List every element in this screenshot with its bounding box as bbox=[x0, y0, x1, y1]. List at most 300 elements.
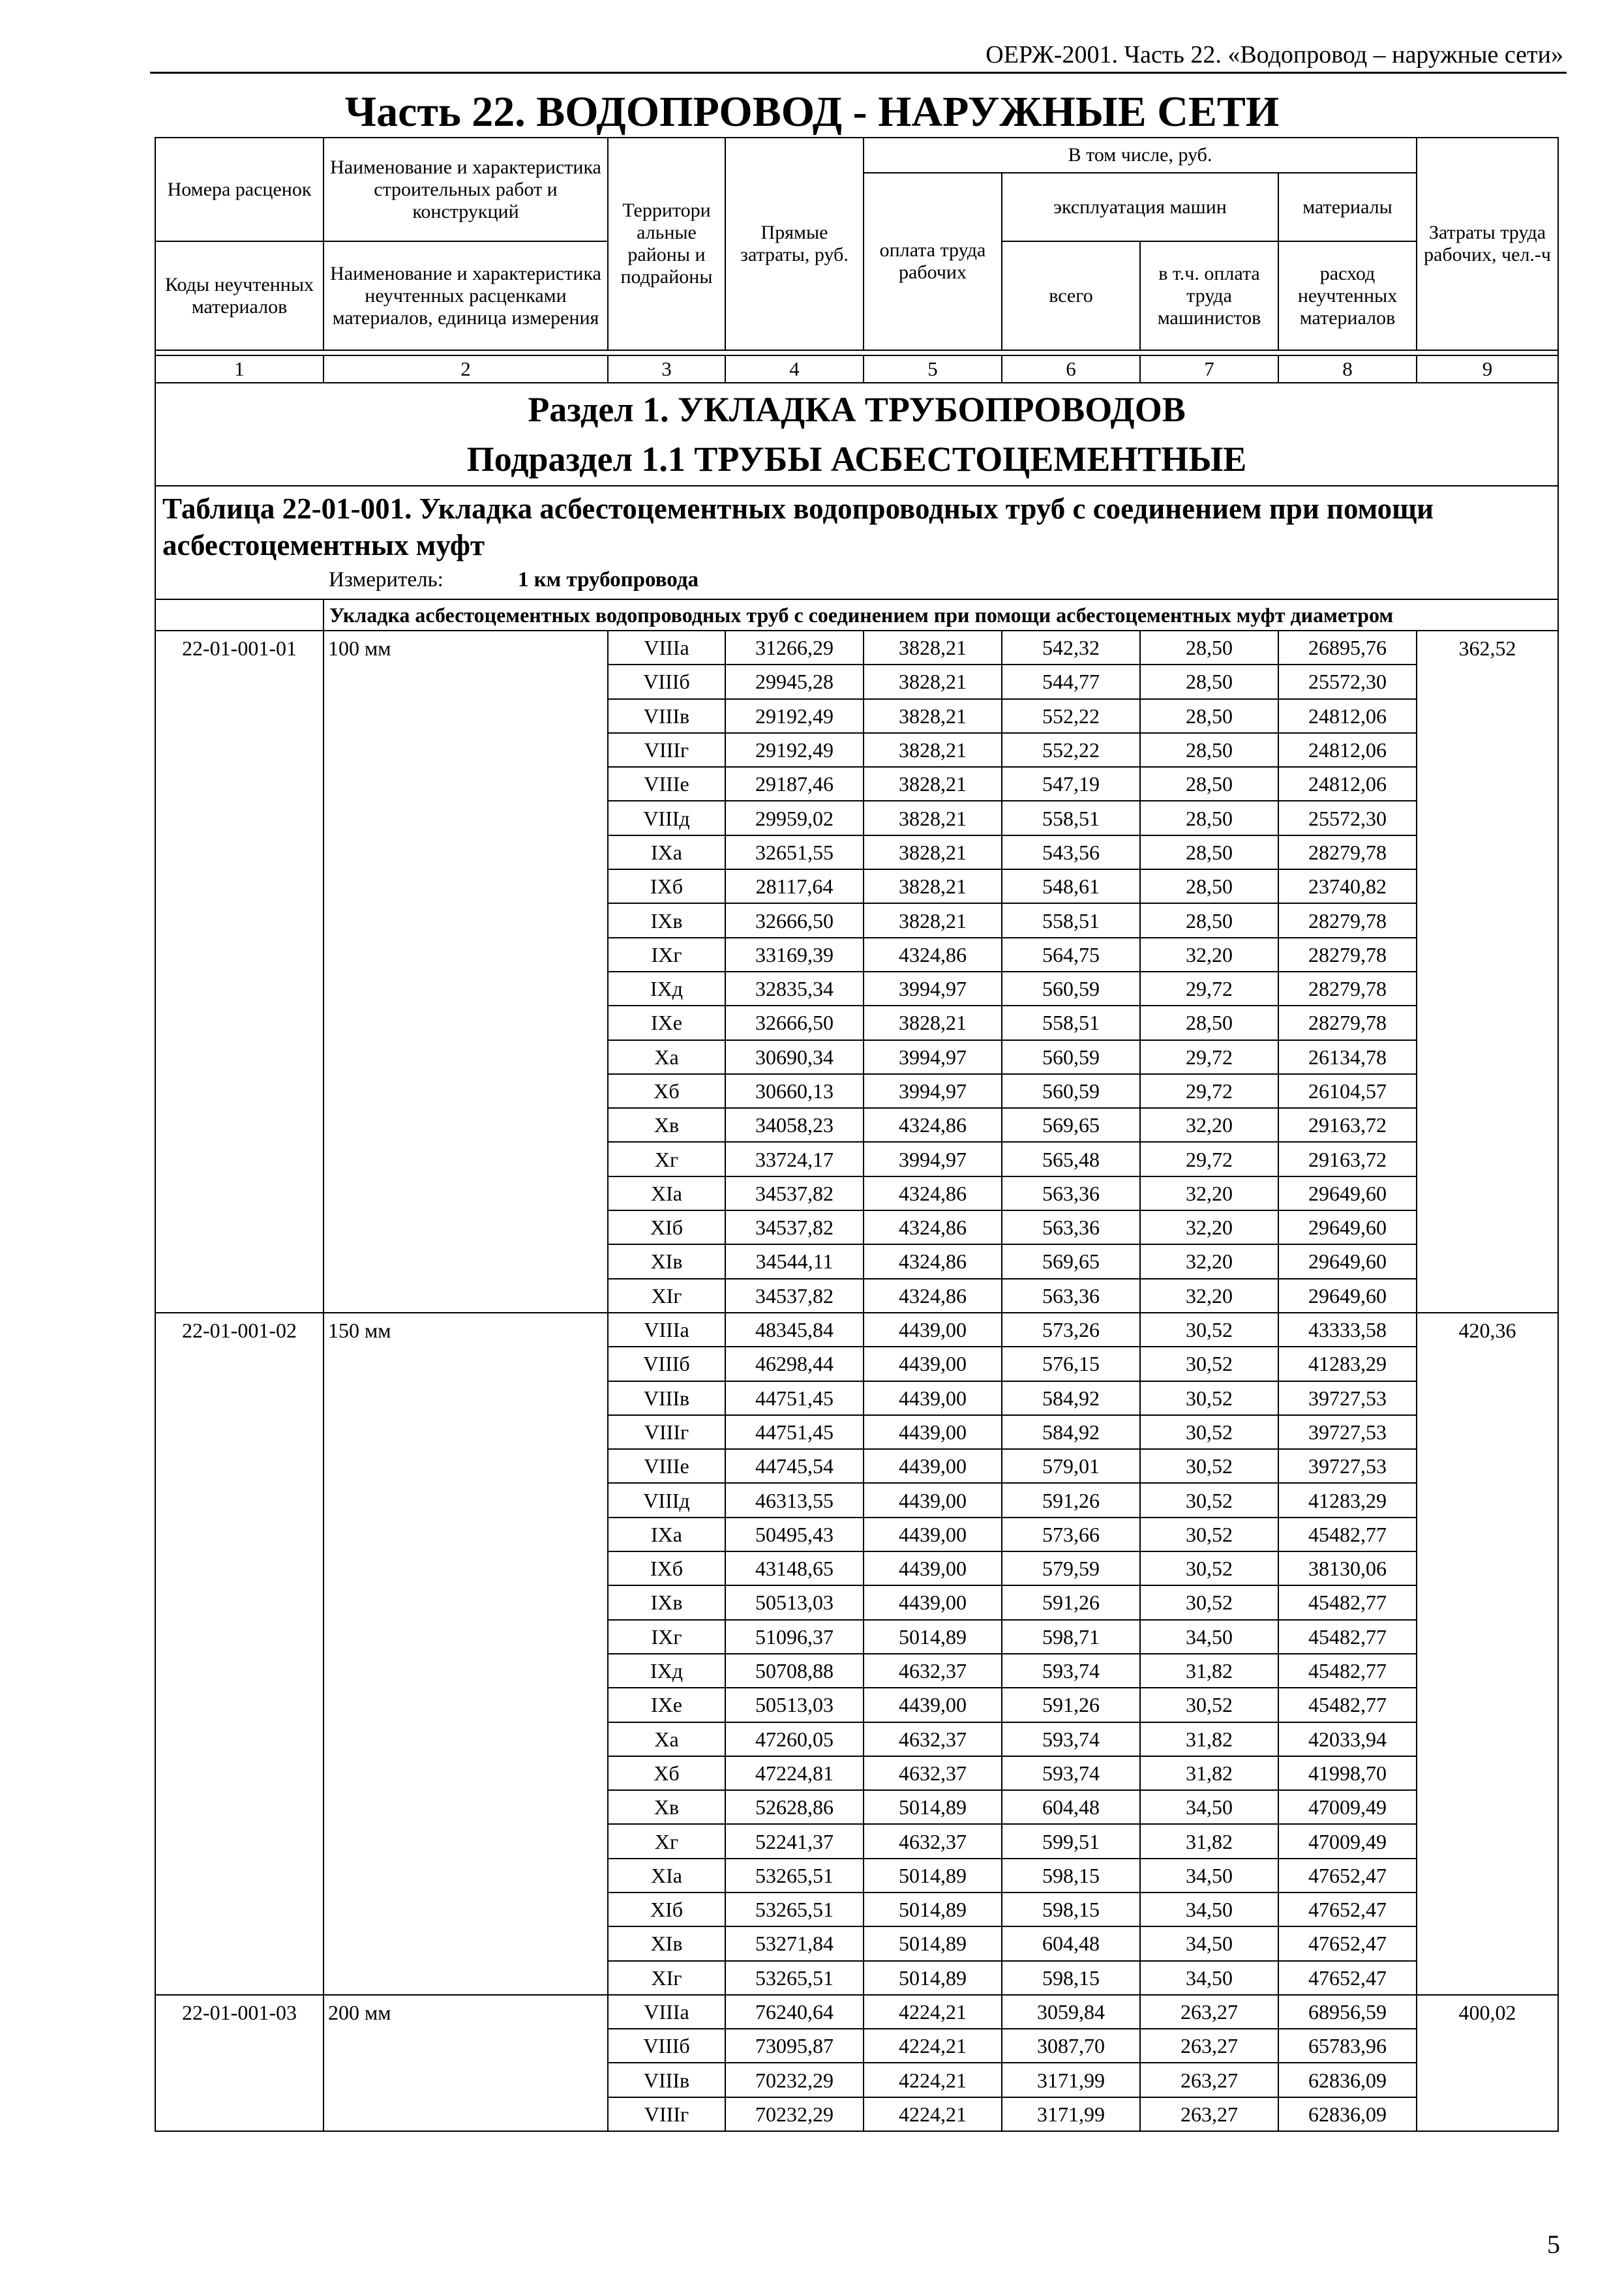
page-number: 5 bbox=[1547, 2230, 1560, 2259]
materials-cell: 45482,77 bbox=[1278, 1620, 1417, 1654]
machines-total-cell: 558,51 bbox=[1002, 801, 1140, 835]
column-number: 5 bbox=[864, 355, 1002, 383]
direct-costs-cell: 32651,55 bbox=[725, 835, 864, 869]
materials-cell: 62836,09 bbox=[1278, 2097, 1417, 2131]
part-title: Часть 22. ВОДОПРОВОД - НАРУЖНЫЕ СЕТИ bbox=[344, 88, 1280, 136]
machinist-wages-cell: 30,52 bbox=[1140, 1415, 1278, 1449]
direct-costs-cell: 30660,13 bbox=[725, 1074, 864, 1108]
table-title-cell bbox=[155, 486, 1558, 599]
materials-cell: 29163,72 bbox=[1278, 1142, 1417, 1176]
machines-total-cell: 576,15 bbox=[1002, 1347, 1140, 1381]
territory-cell: VIIIв bbox=[608, 2063, 725, 2097]
machinist-wages-cell: 28,50 bbox=[1140, 767, 1278, 801]
machinist-wages-cell: 28,50 bbox=[1140, 1006, 1278, 1040]
territory-cell: IXв bbox=[608, 903, 725, 937]
direct-costs-cell: 47260,05 bbox=[725, 1722, 864, 1756]
materials-cell: 47652,47 bbox=[1278, 1961, 1417, 1995]
machinist-wages-cell: 31,82 bbox=[1140, 1722, 1278, 1756]
wages-cell: 4324,86 bbox=[864, 1108, 1002, 1142]
territory-cell: Xа bbox=[608, 1040, 725, 1074]
direct-costs-cell: 52628,86 bbox=[725, 1790, 864, 1824]
machinist-wages-cell: 28,50 bbox=[1140, 665, 1278, 698]
territory-cell: VIIIе bbox=[608, 1449, 725, 1483]
column-number: 9 bbox=[1417, 355, 1558, 383]
direct-costs-cell: 34544,11 bbox=[725, 1244, 864, 1278]
wages-cell: 5014,89 bbox=[864, 1926, 1002, 1960]
machines-total-cell: 560,59 bbox=[1002, 972, 1140, 1006]
direct-costs-cell: 34058,23 bbox=[725, 1108, 864, 1142]
territory-cell: Xб bbox=[608, 1074, 725, 1108]
wages-cell: 4632,37 bbox=[864, 1756, 1002, 1790]
materials-cell: 26104,57 bbox=[1278, 1074, 1417, 1108]
wages-cell: 4439,00 bbox=[864, 1551, 1002, 1585]
materials-cell: 43333,58 bbox=[1278, 1313, 1417, 1347]
wages-cell: 5014,89 bbox=[864, 1893, 1002, 1926]
header-wages: оплата труда рабочих bbox=[864, 173, 1002, 350]
header-total: всего bbox=[1002, 241, 1140, 350]
machinist-wages-cell: 32,20 bbox=[1140, 1210, 1278, 1244]
machinist-wages-cell: 32,20 bbox=[1140, 1279, 1278, 1313]
header-materials: материалы bbox=[1278, 173, 1417, 241]
wages-cell: 5014,89 bbox=[864, 1859, 1002, 1893]
machinist-wages-cell: 34,50 bbox=[1140, 1893, 1278, 1926]
machines-total-cell: 3171,99 bbox=[1002, 2063, 1140, 2097]
column-number: 8 bbox=[1278, 355, 1417, 383]
direct-costs-cell: 46298,44 bbox=[725, 1347, 864, 1381]
territory-cell: Xг bbox=[608, 1824, 725, 1858]
header-material-consumption: расход неучтенных материалов bbox=[1278, 241, 1417, 350]
direct-costs-cell: 34537,82 bbox=[725, 1176, 864, 1210]
table-title: Таблица 22-01-001. Укладка асбестоцементных водопроводных труб с соединением при помощи асбестоцементных муфт bbox=[162, 492, 1434, 561]
territory-cell: VIIIг bbox=[608, 733, 725, 767]
direct-costs-cell: 34537,82 bbox=[725, 1279, 864, 1313]
wages-cell: 3828,21 bbox=[864, 801, 1002, 835]
territory-cell: XIа bbox=[608, 1859, 725, 1893]
machinist-wages-cell: 31,82 bbox=[1140, 1654, 1278, 1688]
machinist-wages-cell: 29,72 bbox=[1140, 972, 1278, 1006]
machines-total-cell: 548,61 bbox=[1002, 869, 1140, 903]
wages-cell: 4439,00 bbox=[864, 1347, 1002, 1381]
direct-costs-cell: 33169,39 bbox=[725, 938, 864, 972]
machines-total-cell: 593,74 bbox=[1002, 1722, 1140, 1756]
materials-cell: 45482,77 bbox=[1278, 1688, 1417, 1722]
machines-total-cell: 542,32 bbox=[1002, 631, 1140, 665]
machines-total-cell: 593,74 bbox=[1002, 1756, 1140, 1790]
machinist-wages-cell: 30,52 bbox=[1140, 1585, 1278, 1619]
machines-total-cell: 563,36 bbox=[1002, 1176, 1140, 1210]
territory-cell: IXб bbox=[608, 869, 725, 903]
machinist-wages-cell: 34,50 bbox=[1140, 1961, 1278, 1995]
work-name: 200 мм bbox=[323, 1995, 608, 2131]
territory-cell: IXа bbox=[608, 1518, 725, 1551]
wages-cell: 4439,00 bbox=[864, 1313, 1002, 1347]
machines-total-cell: 563,36 bbox=[1002, 1210, 1140, 1244]
machinist-wages-cell: 30,52 bbox=[1140, 1313, 1278, 1347]
direct-costs-cell: 29959,02 bbox=[725, 801, 864, 835]
machinist-wages-cell: 30,52 bbox=[1140, 1449, 1278, 1483]
machines-total-cell: 598,15 bbox=[1002, 1859, 1140, 1893]
column-number: 1 bbox=[155, 355, 323, 383]
machinist-wages-cell: 28,50 bbox=[1140, 869, 1278, 903]
territory-cell: IXв bbox=[608, 1585, 725, 1619]
territory-cell: VIIIв bbox=[608, 1381, 725, 1415]
header-labor-costs: Затраты труда рабочих, чел.-ч bbox=[1417, 138, 1558, 350]
header-codes: Коды неучтенных материалов bbox=[155, 241, 323, 350]
machines-total-cell: 573,26 bbox=[1002, 1313, 1140, 1347]
territory-cell: VIIIб bbox=[608, 2029, 725, 2063]
materials-cell: 24812,06 bbox=[1278, 699, 1417, 733]
machinist-wages-cell: 31,82 bbox=[1140, 1824, 1278, 1858]
territory-cell: XIг bbox=[608, 1961, 725, 1995]
materials-cell: 39727,53 bbox=[1278, 1415, 1417, 1449]
territory-cell: IXе bbox=[608, 1688, 725, 1722]
machinist-wages-cell: 34,50 bbox=[1140, 1790, 1278, 1824]
machinist-wages-cell: 32,20 bbox=[1140, 938, 1278, 972]
machinist-wages-cell: 28,50 bbox=[1140, 903, 1278, 937]
materials-cell: 28279,78 bbox=[1278, 835, 1417, 869]
materials-cell: 29649,60 bbox=[1278, 1210, 1417, 1244]
territory-cell: XIг bbox=[608, 1279, 725, 1313]
machinist-wages-cell: 28,50 bbox=[1140, 835, 1278, 869]
materials-cell: 39727,53 bbox=[1278, 1449, 1417, 1483]
materials-cell: 25572,30 bbox=[1278, 801, 1417, 835]
table-title-row bbox=[155, 486, 1558, 599]
wages-cell: 4324,86 bbox=[864, 1244, 1002, 1278]
wages-cell: 3828,21 bbox=[864, 1006, 1002, 1040]
machines-total-cell: 598,15 bbox=[1002, 1961, 1140, 1995]
territory-cell: VIIIб bbox=[608, 665, 725, 698]
machines-total-cell: 599,51 bbox=[1002, 1824, 1140, 1858]
materials-cell: 45482,77 bbox=[1278, 1654, 1417, 1688]
machines-total-cell: 558,51 bbox=[1002, 1006, 1140, 1040]
machines-total-cell: 598,15 bbox=[1002, 1893, 1140, 1926]
direct-costs-cell: 30690,34 bbox=[725, 1040, 864, 1074]
separator-row bbox=[155, 350, 1558, 355]
direct-costs-cell: 53265,51 bbox=[725, 1893, 864, 1926]
territory-cell: VIIIа bbox=[608, 1995, 725, 2029]
work-name: 100 мм bbox=[323, 631, 608, 1313]
machines-total-cell: 563,36 bbox=[1002, 1279, 1140, 1313]
territory-cell: VIIIг bbox=[608, 1415, 725, 1449]
machinist-wages-cell: 30,52 bbox=[1140, 1381, 1278, 1415]
machines-total-cell: 552,22 bbox=[1002, 733, 1140, 767]
machinist-wages-cell: 32,20 bbox=[1140, 1244, 1278, 1278]
territory-cell: IXа bbox=[608, 835, 725, 869]
table-row bbox=[155, 631, 1558, 665]
territory-cell: Xв bbox=[608, 1790, 725, 1824]
machines-total-cell: 3059,84 bbox=[1002, 1995, 1140, 2029]
machines-total-cell: 579,59 bbox=[1002, 1551, 1140, 1585]
direct-costs-cell: 53271,84 bbox=[725, 1926, 864, 1960]
header-rate-numbers: Номера расценок bbox=[155, 138, 323, 241]
wages-cell: 3828,21 bbox=[864, 631, 1002, 665]
column-number: 6 bbox=[1002, 355, 1140, 383]
section-row bbox=[155, 383, 1558, 486]
territory-cell: VIIIг bbox=[608, 2097, 725, 2131]
machines-total-cell: 604,48 bbox=[1002, 1790, 1140, 1824]
direct-costs-cell: 51096,37 bbox=[725, 1620, 864, 1654]
materials-cell: 28279,78 bbox=[1278, 903, 1417, 937]
wages-cell: 3828,21 bbox=[864, 903, 1002, 937]
header-machinist-wages: в т.ч. оплата труда машинистов bbox=[1140, 241, 1278, 350]
rate-code: 22-01-001-03 bbox=[155, 1995, 323, 2131]
direct-costs-cell: 53265,51 bbox=[725, 1859, 864, 1893]
header-name-works: Наименование и характеристика строительных работ и конструкций bbox=[323, 138, 608, 241]
machines-total-cell: 573,66 bbox=[1002, 1518, 1140, 1551]
machinist-wages-cell: 30,52 bbox=[1140, 1483, 1278, 1517]
wages-cell: 4224,21 bbox=[864, 2029, 1002, 2063]
section-heading bbox=[155, 383, 1558, 486]
materials-cell: 42033,94 bbox=[1278, 1722, 1417, 1756]
direct-costs-cell: 70232,29 bbox=[725, 2063, 864, 2097]
machinist-wages-cell: 263,27 bbox=[1140, 2063, 1278, 2097]
wages-cell: 3994,97 bbox=[864, 1040, 1002, 1074]
materials-cell: 65783,96 bbox=[1278, 2029, 1417, 2063]
machines-total-cell: 569,65 bbox=[1002, 1108, 1140, 1142]
direct-costs-cell: 50513,03 bbox=[725, 1585, 864, 1619]
direct-costs-cell: 33724,17 bbox=[725, 1142, 864, 1176]
machinist-wages-cell: 32,20 bbox=[1140, 1176, 1278, 1210]
table-row bbox=[155, 1995, 1558, 2029]
running-header: ОЕРЖ-2001. Часть 22. «Водопровод – наружные сети» bbox=[985, 41, 1563, 68]
machinist-wages-cell: 28,50 bbox=[1140, 801, 1278, 835]
materials-cell: 68956,59 bbox=[1278, 1995, 1417, 2029]
header-territorial: Территори альные районы и подрайоны bbox=[608, 138, 725, 350]
wages-cell: 3994,97 bbox=[864, 1142, 1002, 1176]
machinist-wages-cell: 34,50 bbox=[1140, 1620, 1278, 1654]
header-including: В том числе, руб. bbox=[864, 138, 1417, 173]
direct-costs-cell: 44745,54 bbox=[725, 1449, 864, 1483]
territory-cell: VIIIв bbox=[608, 699, 725, 733]
machines-total-cell: 584,92 bbox=[1002, 1415, 1140, 1449]
wages-cell: 4439,00 bbox=[864, 1518, 1002, 1551]
wages-cell: 5014,89 bbox=[864, 1620, 1002, 1654]
labor-costs-cell: 362,52 bbox=[1417, 631, 1558, 1313]
machines-total-cell: 543,56 bbox=[1002, 835, 1140, 869]
rate-code: 22-01-001-02 bbox=[155, 1313, 323, 1995]
direct-costs-cell: 70232,29 bbox=[725, 2097, 864, 2131]
wages-cell: 4439,00 bbox=[864, 1449, 1002, 1483]
materials-cell: 47009,49 bbox=[1278, 1824, 1417, 1858]
direct-costs-cell: 43148,65 bbox=[725, 1551, 864, 1585]
machines-total-cell: 591,26 bbox=[1002, 1585, 1140, 1619]
materials-cell: 29649,60 bbox=[1278, 1279, 1417, 1313]
territory-cell: XIб bbox=[608, 1893, 725, 1926]
territory-cell: Xа bbox=[608, 1722, 725, 1756]
materials-cell: 23740,82 bbox=[1278, 869, 1417, 903]
column-number: 3 bbox=[608, 355, 725, 383]
machines-total-cell: 564,75 bbox=[1002, 938, 1140, 972]
direct-costs-cell: 53265,51 bbox=[725, 1961, 864, 1995]
machines-total-cell: 3171,99 bbox=[1002, 2097, 1140, 2131]
table-row bbox=[155, 1313, 1558, 1347]
machinist-wages-cell: 29,72 bbox=[1140, 1142, 1278, 1176]
group-description-code-cell bbox=[155, 599, 323, 631]
meter-label: Измеритель: bbox=[329, 568, 444, 591]
direct-costs-cell: 32835,34 bbox=[725, 972, 864, 1006]
group-description-row bbox=[155, 599, 1558, 631]
machinist-wages-cell: 263,27 bbox=[1140, 2097, 1278, 2131]
territory-cell: VIIIа bbox=[608, 1313, 725, 1347]
territory-cell: XIб bbox=[608, 1210, 725, 1244]
header-row-1 bbox=[155, 138, 1558, 173]
wages-cell: 3828,21 bbox=[864, 665, 1002, 698]
direct-costs-cell: 50495,43 bbox=[725, 1518, 864, 1551]
machinist-wages-cell: 34,50 bbox=[1140, 1926, 1278, 1960]
column-numbers-row bbox=[155, 355, 1558, 383]
machines-total-cell: 591,26 bbox=[1002, 1688, 1140, 1722]
wages-cell: 4224,21 bbox=[864, 1995, 1002, 2029]
wages-cell: 3828,21 bbox=[864, 767, 1002, 801]
machinist-wages-cell: 31,82 bbox=[1140, 1756, 1278, 1790]
machinist-wages-cell: 263,27 bbox=[1140, 2029, 1278, 2063]
header-machines: эксплуатация машин bbox=[1002, 173, 1278, 241]
territory-cell: VIIIа bbox=[608, 631, 725, 665]
machines-total-cell: 3087,70 bbox=[1002, 2029, 1140, 2063]
column-number: 4 bbox=[725, 355, 864, 383]
materials-cell: 26134,78 bbox=[1278, 1040, 1417, 1074]
wages-cell: 4224,21 bbox=[864, 2097, 1002, 2131]
machines-total-cell: 560,59 bbox=[1002, 1074, 1140, 1108]
wages-cell: 3828,21 bbox=[864, 869, 1002, 903]
wages-cell: 4632,37 bbox=[864, 1824, 1002, 1858]
materials-cell: 47009,49 bbox=[1278, 1790, 1417, 1824]
column-number: 2 bbox=[323, 355, 608, 383]
wages-cell: 4324,86 bbox=[864, 938, 1002, 972]
wages-cell: 4224,21 bbox=[864, 2063, 1002, 2097]
machinist-wages-cell: 263,27 bbox=[1140, 1995, 1278, 2029]
work-name: 150 мм bbox=[323, 1313, 608, 1995]
direct-costs-cell: 31266,29 bbox=[725, 631, 864, 665]
machines-total-cell: 558,51 bbox=[1002, 903, 1140, 937]
materials-cell: 47652,47 bbox=[1278, 1859, 1417, 1893]
machines-total-cell: 591,26 bbox=[1002, 1483, 1140, 1517]
territory-cell: VIIIд bbox=[608, 1483, 725, 1517]
direct-costs-cell: 44751,45 bbox=[725, 1415, 864, 1449]
territory-cell: Xв bbox=[608, 1108, 725, 1142]
wages-cell: 5014,89 bbox=[864, 1961, 1002, 1995]
materials-cell: 45482,77 bbox=[1278, 1585, 1417, 1619]
column-number: 7 bbox=[1140, 355, 1278, 383]
wages-cell: 4324,86 bbox=[864, 1279, 1002, 1313]
territory-cell: IXд bbox=[608, 972, 725, 1006]
materials-cell: 62836,09 bbox=[1278, 2063, 1417, 2097]
direct-costs-cell: 34537,82 bbox=[725, 1210, 864, 1244]
machines-total-cell: 560,59 bbox=[1002, 1040, 1140, 1074]
wages-cell: 3828,21 bbox=[864, 835, 1002, 869]
machines-total-cell: 544,77 bbox=[1002, 665, 1140, 698]
materials-cell: 24812,06 bbox=[1278, 733, 1417, 767]
direct-costs-cell: 29945,28 bbox=[725, 665, 864, 698]
machines-total-cell: 579,01 bbox=[1002, 1449, 1140, 1483]
materials-cell: 26895,76 bbox=[1278, 631, 1417, 665]
labor-costs-cell: 420,36 bbox=[1417, 1313, 1558, 1995]
wages-cell: 4439,00 bbox=[864, 1585, 1002, 1619]
territory-cell: IXб bbox=[608, 1551, 725, 1585]
group-description: Укладка асбестоцементных водопроводных труб с соединением при помощи асбестоцементных муфт диаметром bbox=[323, 599, 1558, 631]
materials-cell: 47652,47 bbox=[1278, 1893, 1417, 1926]
wages-cell: 4439,00 bbox=[864, 1688, 1002, 1722]
machinist-wages-cell: 28,50 bbox=[1140, 631, 1278, 665]
direct-costs-cell: 50708,88 bbox=[725, 1654, 864, 1688]
machines-total-cell: 569,65 bbox=[1002, 1244, 1140, 1278]
direct-costs-cell: 29192,49 bbox=[725, 733, 864, 767]
territory-cell: XIв bbox=[608, 1926, 725, 1960]
machinist-wages-cell: 30,52 bbox=[1140, 1688, 1278, 1722]
machines-total-cell: 598,71 bbox=[1002, 1620, 1140, 1654]
materials-cell: 38130,06 bbox=[1278, 1551, 1417, 1585]
header-rule bbox=[150, 72, 1567, 74]
machines-total-cell: 593,74 bbox=[1002, 1654, 1140, 1688]
machinist-wages-cell: 32,20 bbox=[1140, 1108, 1278, 1142]
machinist-wages-cell: 34,50 bbox=[1140, 1859, 1278, 1893]
wages-cell: 4324,86 bbox=[864, 1176, 1002, 1210]
direct-costs-cell: 73095,87 bbox=[725, 2029, 864, 2063]
direct-costs-cell: 29192,49 bbox=[725, 699, 864, 733]
machines-total-cell: 565,48 bbox=[1002, 1142, 1140, 1176]
machines-total-cell: 584,92 bbox=[1002, 1381, 1140, 1415]
direct-costs-cell: 29187,46 bbox=[725, 767, 864, 801]
direct-costs-cell: 50513,03 bbox=[725, 1688, 864, 1722]
machines-total-cell: 547,19 bbox=[1002, 767, 1140, 801]
wages-cell: 3994,97 bbox=[864, 1074, 1002, 1108]
direct-costs-cell: 52241,37 bbox=[725, 1824, 864, 1858]
rate-code: 22-01-001-01 bbox=[155, 631, 323, 1313]
materials-cell: 25572,30 bbox=[1278, 665, 1417, 698]
rates-table bbox=[155, 137, 1559, 2132]
wages-cell: 3994,97 bbox=[864, 972, 1002, 1006]
materials-cell: 28279,78 bbox=[1278, 1006, 1417, 1040]
territory-cell: IXд bbox=[608, 1654, 725, 1688]
section-title: Раздел 1. УКЛАДКА ТРУБОПРОВОДОВ bbox=[528, 390, 1186, 429]
materials-cell: 39727,53 bbox=[1278, 1381, 1417, 1415]
machinist-wages-cell: 29,72 bbox=[1140, 1074, 1278, 1108]
meter-value: 1 км трубопровода bbox=[518, 568, 699, 591]
territory-cell: VIIIе bbox=[608, 767, 725, 801]
machinist-wages-cell: 28,50 bbox=[1140, 699, 1278, 733]
territory-cell: Xб bbox=[608, 1756, 725, 1790]
territory-cell: XIа bbox=[608, 1176, 725, 1210]
wages-cell: 5014,89 bbox=[864, 1790, 1002, 1824]
materials-cell: 41998,70 bbox=[1278, 1756, 1417, 1790]
machinist-wages-cell: 30,52 bbox=[1140, 1518, 1278, 1551]
machinist-wages-cell: 30,52 bbox=[1140, 1347, 1278, 1381]
materials-cell: 29649,60 bbox=[1278, 1176, 1417, 1210]
materials-cell: 28279,78 bbox=[1278, 972, 1417, 1006]
machines-total-cell: 552,22 bbox=[1002, 699, 1140, 733]
materials-cell: 24812,06 bbox=[1278, 767, 1417, 801]
materials-cell: 29163,72 bbox=[1278, 1108, 1417, 1142]
header-direct-costs: Прямые затраты, руб. bbox=[725, 138, 864, 350]
direct-costs-cell: 47224,81 bbox=[725, 1756, 864, 1790]
materials-cell: 41283,29 bbox=[1278, 1347, 1417, 1381]
meter-line bbox=[162, 566, 1551, 593]
direct-costs-cell: 48345,84 bbox=[725, 1313, 864, 1347]
labor-costs-cell: 400,02 bbox=[1417, 1995, 1558, 2131]
direct-costs-cell: 28117,64 bbox=[725, 869, 864, 903]
materials-cell: 41283,29 bbox=[1278, 1483, 1417, 1517]
wages-cell: 4324,86 bbox=[864, 1210, 1002, 1244]
wages-cell: 4632,37 bbox=[864, 1654, 1002, 1688]
territory-cell: IXе bbox=[608, 1006, 725, 1040]
wages-cell: 4439,00 bbox=[864, 1483, 1002, 1517]
territory-cell: VIIIд bbox=[608, 801, 725, 835]
header-name-materials: Наименование и характеристика неучтенных расценками материалов, единица измерения bbox=[323, 241, 608, 350]
wages-cell: 4439,00 bbox=[864, 1381, 1002, 1415]
machinist-wages-cell: 29,72 bbox=[1140, 1040, 1278, 1074]
direct-costs-cell: 32666,50 bbox=[725, 1006, 864, 1040]
territory-cell: IXг bbox=[608, 1620, 725, 1654]
